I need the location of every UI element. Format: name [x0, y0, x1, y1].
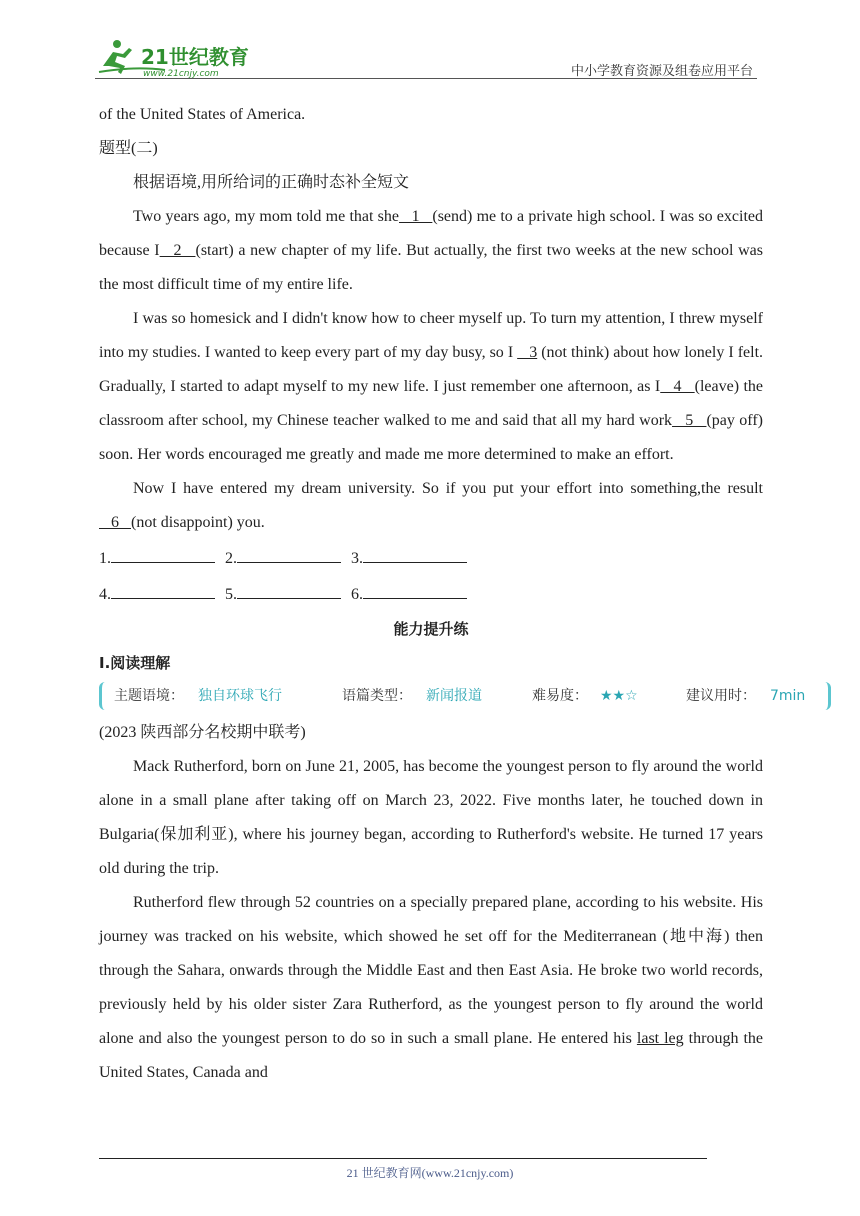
answer-slot: 2. — [225, 540, 351, 576]
logo-text: 21世纪教育 — [141, 45, 249, 69]
site-logo — [95, 36, 265, 80]
text: (start) a new chapter of my life. But actually, the first two weeks at the new school was the most difficult time of my entire life. — [99, 242, 764, 293]
answer-row — [99, 540, 763, 576]
blank-5: 5 — [672, 412, 707, 429]
section-instruction: 根据语境,用所给词的正确时态补全短文 — [133, 174, 410, 191]
time-value: 7min — [770, 688, 806, 704]
platform-name: 中小学教育资源及组卷应用平台 — [570, 64, 753, 79]
answer-slot: 4. — [99, 576, 225, 612]
blank-1: 1 — [399, 208, 433, 225]
source-note: (2023 陕西部分名校期中联考) — [99, 724, 306, 741]
reading-paragraph-1: Mack Rutherford, born on June 21, 2005, has become the youngest person to fly around the world alone in a small plane after taking off on March 23, 2022. Five months later, he touched down in Bulgaria(保加利亚), where his journey began, according to Rutherford's website. He turned 17 years old during the trip. — [99, 758, 763, 877]
reading-title: Ⅰ.阅读理解 — [99, 654, 171, 672]
theme-label: 主题语境： — [114, 688, 184, 704]
theme-value: 独自环球飞行 — [198, 688, 282, 704]
text: Now I have entered my dream university. So if you put your effort into something,the result — [133, 480, 763, 497]
answer-slot: 6. — [351, 576, 477, 612]
document-body — [99, 98, 806, 1090]
blank-3: 3 — [517, 344, 538, 361]
paragraph — [99, 472, 763, 540]
header-divider — [95, 78, 757, 79]
footer-divider — [99, 1158, 707, 1159]
text: (pay off) soon. Her words encouraged me greatly and made me more determined to make an effort. — [99, 412, 763, 463]
page-header — [95, 36, 757, 80]
text: (not think) about how lonely I felt. Gradually, I started to adapt myself to my new life. I just remember one afternoon, as I — [99, 344, 764, 395]
difficulty-stars: ★★☆ — [600, 688, 638, 704]
genre-value: 新闻报道 — [426, 688, 482, 704]
blank-6: 6 — [99, 514, 131, 531]
logo-url: www.21cnjy.com — [143, 69, 219, 79]
paragraph — [99, 302, 763, 472]
answer-slot: 1. — [99, 540, 225, 576]
text: (not disappoint) you. — [131, 514, 265, 531]
time-label: 建议用时： — [686, 688, 756, 704]
text: I was so homesick and I didn't know how to cheer myself up. To turn my attention, I threw myself into my studies. I wanted to keep every part of my day busy, so I — [99, 310, 763, 361]
paragraph — [99, 200, 763, 302]
blank-4: 4 — [660, 378, 695, 395]
genre-label: 语篇类型： — [342, 688, 412, 704]
difficulty-label: 难易度： — [532, 688, 588, 704]
blank-2: 2 — [159, 242, 196, 259]
text: (send) me to a private high school. I was so excited because I — [99, 208, 764, 259]
text: Two years ago, my mom told me that she — [133, 208, 399, 225]
answer-row — [99, 576, 763, 612]
section-label: 题型(二) — [99, 140, 158, 157]
text-line: of the United States of America. — [99, 106, 306, 123]
info-bar — [99, 682, 831, 710]
text: Rutherford flew through 52 countries on a specially prepared plane, according to his website. His journey was tracked on his website, which showed he set off for the Mediterranean (地中海) then through the Sahara, onwards through the Middle East and then East Asia. He broke two world records, previously held by his older sister Zara Rutherford, as the youngest person to fly around the world alone and also the youngest person to do so in such a small plane. He entered his — [99, 894, 763, 1047]
text: through the United States, Canada and — [99, 1030, 764, 1081]
answer-slot: 5. — [225, 576, 351, 612]
reading-paragraph-2 — [99, 886, 763, 1090]
text: (leave) the classroom after school, my Chinese teacher walked to me and said that all my hard work — [99, 378, 764, 429]
page-footer: 21 世纪教育网(www.21cnjy.com) — [346, 1166, 514, 1180]
ability-title: 能力提升练 — [393, 620, 469, 638]
answer-slot: 3. — [351, 540, 477, 576]
underlined-phrase: last leg — [636, 1030, 684, 1047]
